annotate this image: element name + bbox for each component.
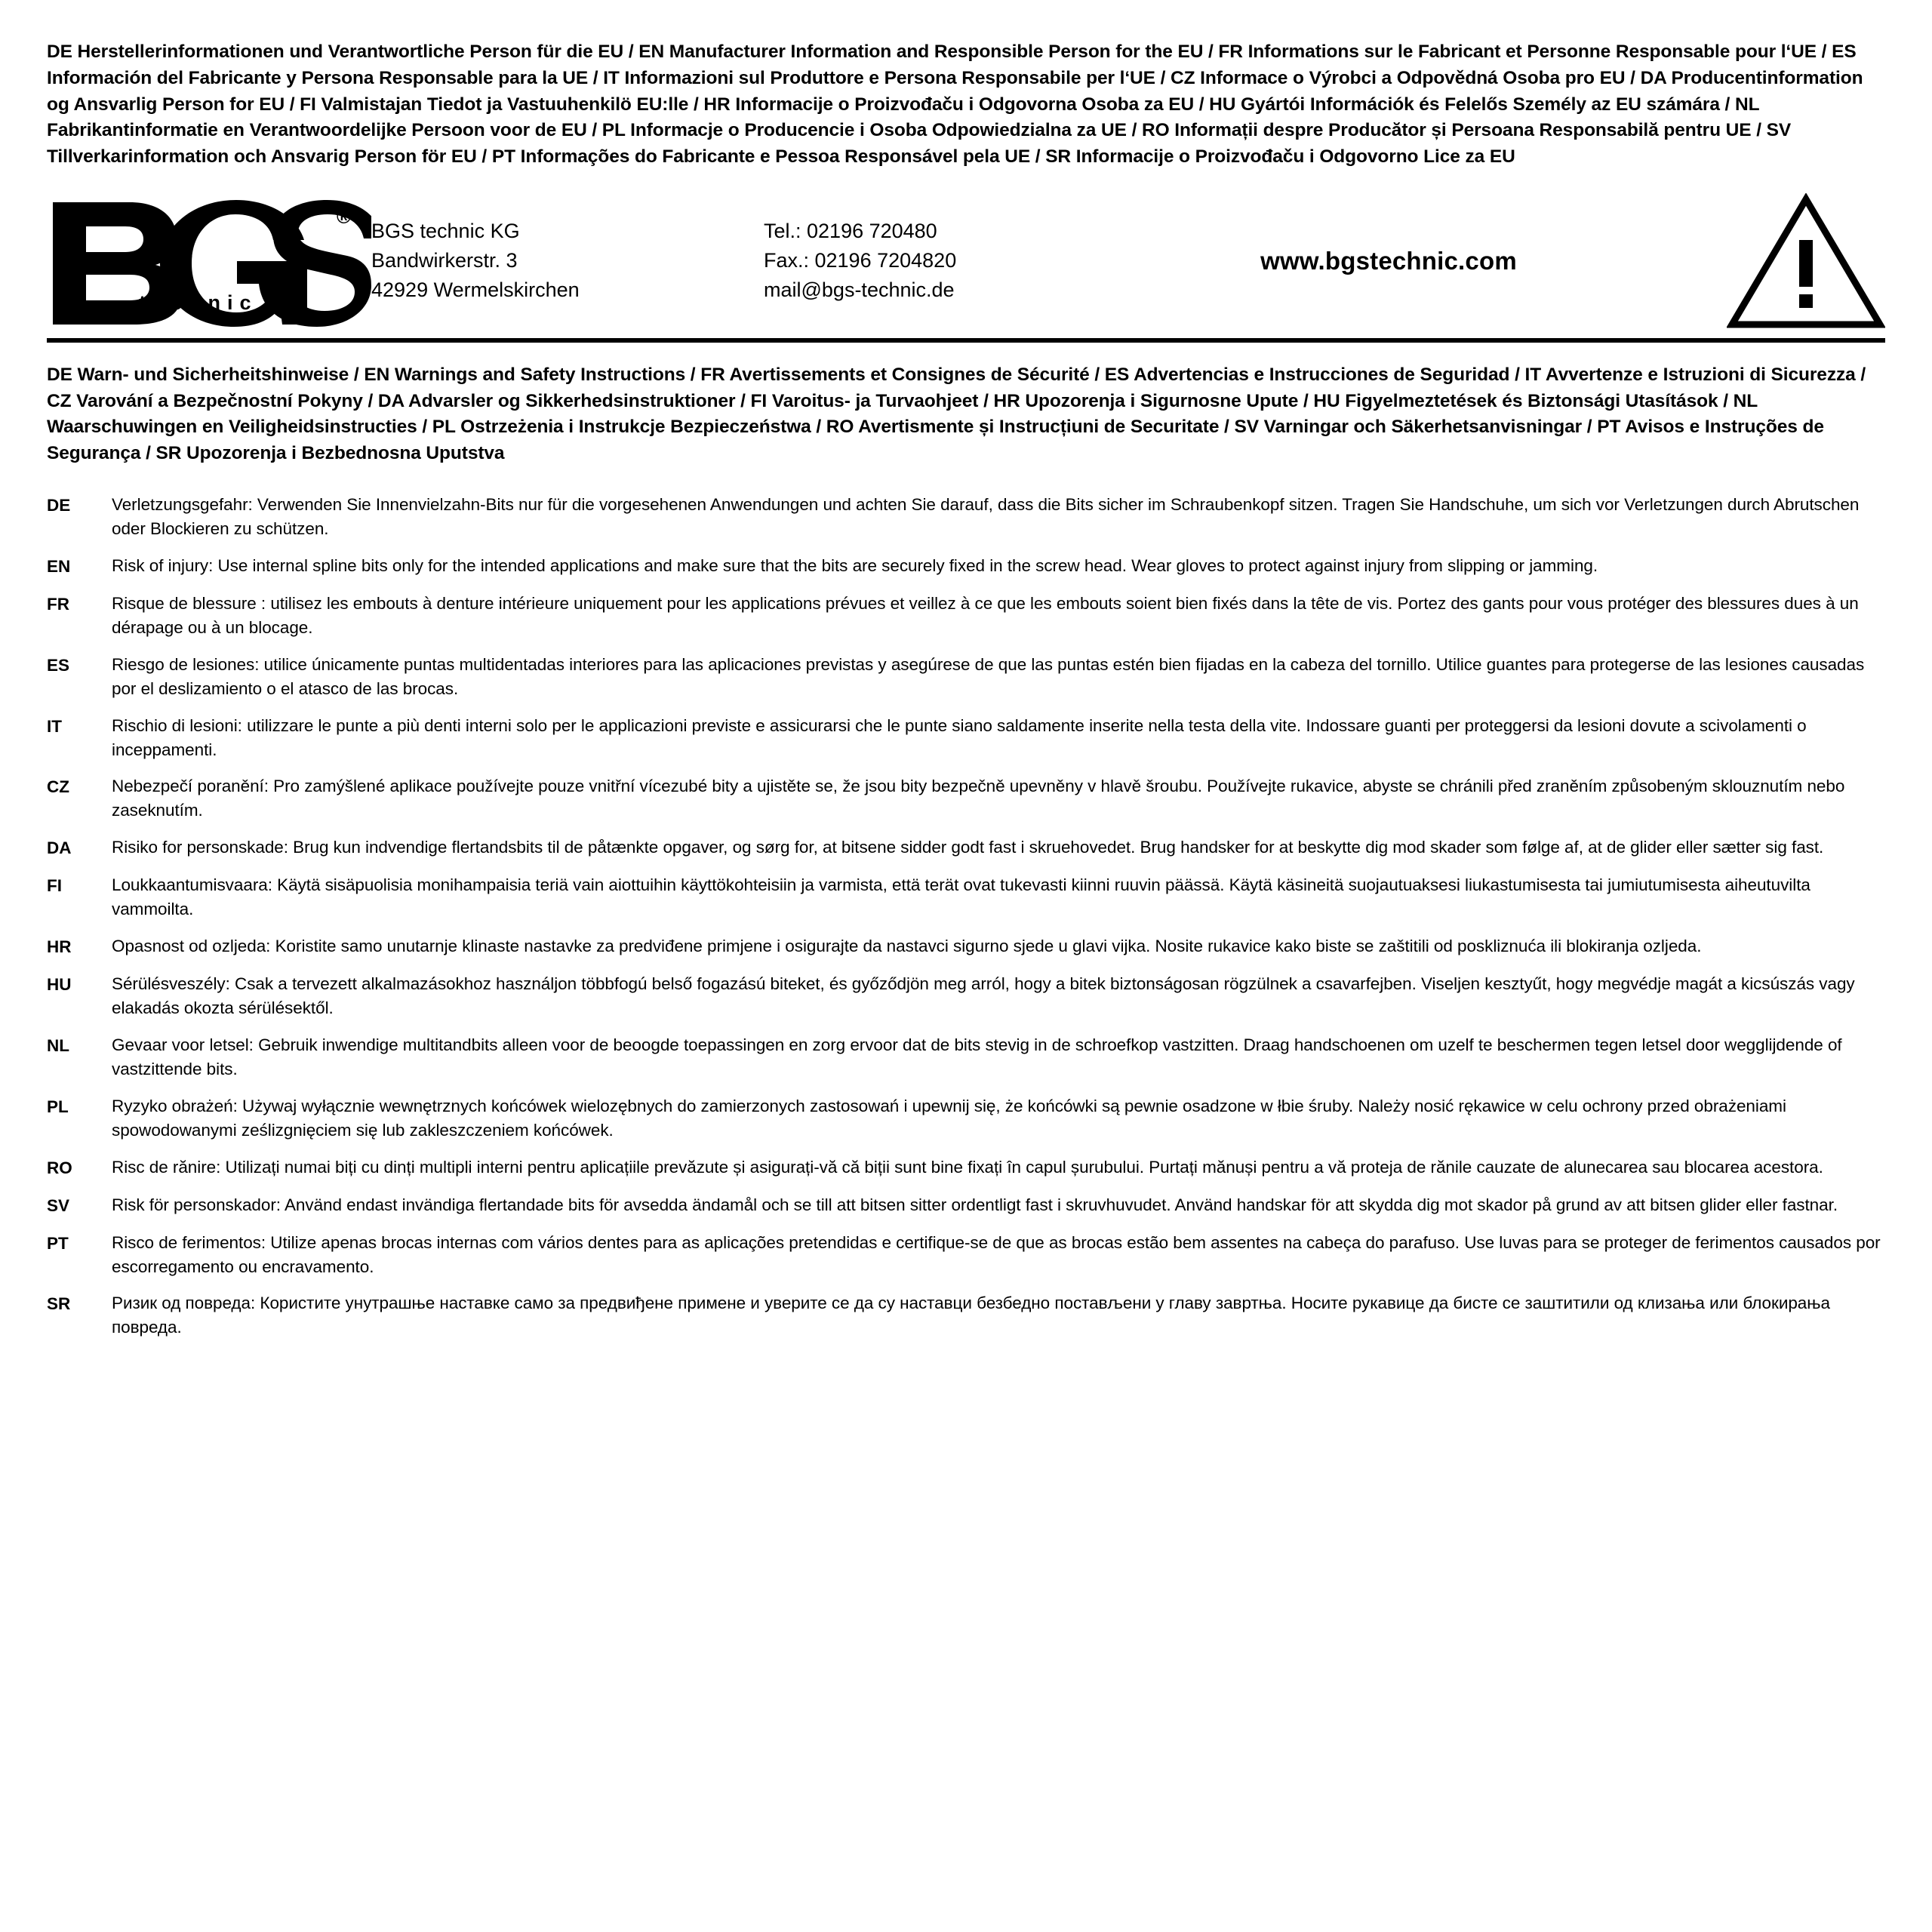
language-code: SR [47,1294,71,1314]
language-code: HU [47,975,72,995]
list-item [47,1291,1885,1340]
language-code: HR [47,937,72,957]
language-text: Ризик од повреда: Користите унутрашње наставке само за предвиђене примене и уверите се да су наставци безбедно постављени у главу завртња. Носите рукавице да бисте се заштитили од клизања или блокирања повреда. [112,1294,1830,1337]
language-text: Rischio di lesioni: utilizzare le punte a più denti interni solo per le applicazioni previste e assicurarsi che le punte siano saldamente inserite nella testa della vite. Indossare guanti per proteggersi da lesioni dovute a scivolamenti o inceppamenti. [112,715,1807,759]
list-item [47,1155,1885,1180]
language-text: Risc de rănire: Utilizați numai biți cu dinți multipli interni pentru aplicațiile prevăzute și asigurați-vă că biții sunt bine fixați în capul șurubului. Purtați mănuși pentru a vă proteja de rănile cauzate de alunecarea sau blocarea acestora. [112,1157,1823,1177]
list-item [47,972,1885,1020]
language-text: Risk of injury: Use internal spline bits only for the intended applications and make sure that the bits are securely fixed in the screw head. Wear gloves to protect against injury from slipping or jamming. [112,555,1598,575]
list-item [47,1033,1885,1081]
warning-triangle [1712,193,1885,329]
warning-triangle-icon [1727,193,1885,329]
language-code: PL [47,1097,69,1116]
language-code: FR [47,594,69,614]
list-item [47,934,1885,959]
language-code: DE [47,496,71,515]
company-address [371,217,764,305]
language-code: FI [47,876,62,896]
list-item [47,592,1885,640]
company-city: 42929 Wermelskirchen [371,278,580,302]
company-contact [764,217,1096,305]
company-name: BGS technic KG [371,220,520,243]
language-text: Verletzungsgefahr: Verwenden Sie Innenvielzahn-Bits nur für die vorgesehenen Anwendungen und achten Sie darauf, dass die Bits sicher im Schraubenkopf sitzen. Tragen Sie Handschuhe, um sich vor Verletzungen durch Abrutschen oder Blockieren zu schützen. [112,495,1860,538]
language-code: CZ [47,777,69,797]
language-code: DA [47,838,72,858]
language-code: RO [47,1158,72,1177]
list-item [47,1231,1885,1279]
list-item [47,835,1885,860]
language-text: Gevaar voor letsel: Gebruik inwendige multitandbits alleen voor de beoogde toepassingen en zorg ervoor dat de bits stevig in de schroefkop vastzitten. Draag handschoenen om uzelf te beschermen tegen letsel door wegglijdende of vastzittende bits. [112,1035,1842,1078]
list-item [47,873,1885,921]
language-code: PT [47,1233,69,1253]
list-item [47,714,1885,762]
list-item [47,1193,1885,1218]
manufacturer-info-title: DE Herstellerinformationen und Verantwortliche Person für die EU / EN Manufacturer Information and Responsible Person for the EU / FR Informations sur le Fabricant et Personne Responsable pour l‘UE / ES Información del Fabricante y Persona Responsable para la UE / IT Informazioni sul Produttore e Persona Responsabile per l‘UE / CZ Informace o Výrobci a Odpovědná Osoba pro EU / DA Producentinformation og Ansvarlig Person for EU / FI Valmistajan Tiedot ja Vastuuhenkilö EU:lle / HR Informacije o Proizvođaču i Odgovorna Osoba za EU / HU Gyártói Információk és Felelős Személy az EU számára / NL Fabrikantinformatie en Verantwoordelijke Persoon voor de EU / PL Informacje o Producencie i Osoba Odpowiedzialna za UE / RO Informații despre Producător și Persoana Responsabilă pentru UE / SV Tillverkarinformation och Ansvarig Person för EU / PT Informações do Fabricante e Pessoa Responsável pela UE / SR Informacije o Proizvođaču i Odgovorno Lice za EU [47,42,1863,168]
language-code: ES [47,655,70,675]
language-code: SV [47,1195,70,1215]
language-text: Riesgo de lesiones: utilice únicamente puntas multidentadas interiores para las aplicaciones previstas y asegúrese de que las puntas estén bien fijadas en la cabeza del tornillo. Utilice guantes para protegerse de las lesiones causadas por el deslizamiento o el atasco de las brocas. [112,654,1865,698]
list-item [47,1094,1885,1143]
company-street: Bandwirkerstr. 3 [371,249,518,272]
language-text: Risk för personskador: Använd endast invändiga flertandade bits för avsedda ändamål och se till att bitsen sitter ordentligt fast i skruvhuvudet. Använd handskar för att skydda dig mot skador på grund av att bitsen glider eller fastnar. [112,1195,1838,1214]
registered-trademark-symbol: ® [337,205,352,229]
language-code: EN [47,556,71,576]
company-tel: Tel.: 02196 720480 [764,220,937,243]
company-website[interactable]: www.bgstechnic.com [1260,246,1517,275]
language-text: Risiko for personskade: Brug kun indvendige flertandsbits til de påtænkte opgaver, og sørg for, at bitsene sidder godt fast i skruehovedet. Brug handsker for at beskytte dig mod skader som følge af, at de glider eller sætter sig fast. [112,838,1824,857]
safety-section-title: DE Warn- und Sicherheitshinweise / EN Warnings and Safety Instructions / FR Avertissements et Consignes de Sécurité / ES Advertencias e Instrucciones de Seguridad / IT Avvertenze e Istruzioni di Sicurezza / CZ Varování a Bezpečnostní Pokyny / DA Advarsler og Sikkerhedsinstruktioner / FI Varoitus- ja Turvaohjeet / HR Upozorenja i Sigurnosne Upute / HU Figyelmeztetések és Biztonsági Utasítások / NL Waarschuwingen en Veiligheidsinstructies / PL Ostrzeżenia i Instrukcje Bezpieczeństwa / RO Avertismente și Instrucțiuni de Securitate / SV Varningar och Säkerhetsanvisningar / PT Avisos e Instruções de Segurança / SR Upozorenja i Bezbednosna Uputstva [47,364,1866,464]
list-item [47,653,1885,701]
company-fax: Fax.: 02196 7204820 [764,249,957,272]
company-email[interactable]: mail@bgs-technic.de [764,278,955,302]
list-item [47,774,1885,823]
safety-instructions-list [47,493,1885,1340]
language-text: Sérülésveszély: Csak a tervezett alkalmazásokhoz használjon többfogú belső fogazású biteket, és győződjön meg arról, hogy a bitek biztonságosan rögzülnek a csavarfejben. Viseljen kesztyűt, hogy megvédje magát a kicsúszás vagy elakadás okozta sérülésektől. [112,974,1855,1018]
list-item [47,554,1885,579]
language-text: Risque de blessure : utilisez les embouts à denture intérieure uniquement pour les applications prévues et veillez à ce que les embouts soient bien fixés dans la tête de vis. Portez des gants pour vous protéger des blessures dues à un dérapage ou à un blocage. [112,593,1859,637]
language-code: NL [47,1035,69,1055]
bgs-logo [47,195,371,327]
language-text: Risco de ferimentos: Utilize apenas brocas internas com vários dentes para as aplicações pretendidas e certifique-se de que as brocas estão bem assentes na cabeça do parafuso. Use luvas para se proteger de ferimentos causados por escorregamento ou encravamento. [112,1232,1881,1276]
list-item [47,493,1885,541]
language-text: Ryzyko obrażeń: Używaj wyłącznie wewnętrznych końcówek wielozębnych do zamierzonych zastosowań i upewnij się, że końcówki są pewnie osadzone w łbie śruby. Należy nosić rękawice w celu ochrony przed obrażeniami spowodowanymi ześlizgnięciem się lub zakleszczeniem końcówek. [112,1096,1786,1140]
language-text: Opasnost od ozljeda: Koristite samo unutarnje klinaste nastavke za predviđene primjene i osigurajte da nastavci sigurno sjede u glavi vijka. Nosite rukavice kako biste se zaštitili od poskliznuća ili blokiranja ozljeda. [112,937,1702,956]
language-code: IT [47,716,62,736]
bgs-logo-subtext: technic [139,291,258,315]
company-info-band [47,190,1885,343]
language-text: Nebezpečí poranění: Pro zamýšlené aplikace používejte pouze vnitřní vícezubé bity a ujistěte se, že jsou bity bezpečně upevněny v hlavě šroubu. Používejte rukavice, abyste se chránili před zraněním způsobeným sklouznutím nebo zaseknutím. [112,777,1845,820]
language-text: Loukkaantumisvaara: Käytä sisäpuolisia monihampaisia teriä vain aiottuihin käyttökohteisiin ja varmista, että terät ovat tukevasti kiinni ruuvin päässä. Käytä käsineitä suojautuaksesi liukastumisesta tai jumiutumisesta aiheutuvilta vammoilta. [112,875,1810,919]
